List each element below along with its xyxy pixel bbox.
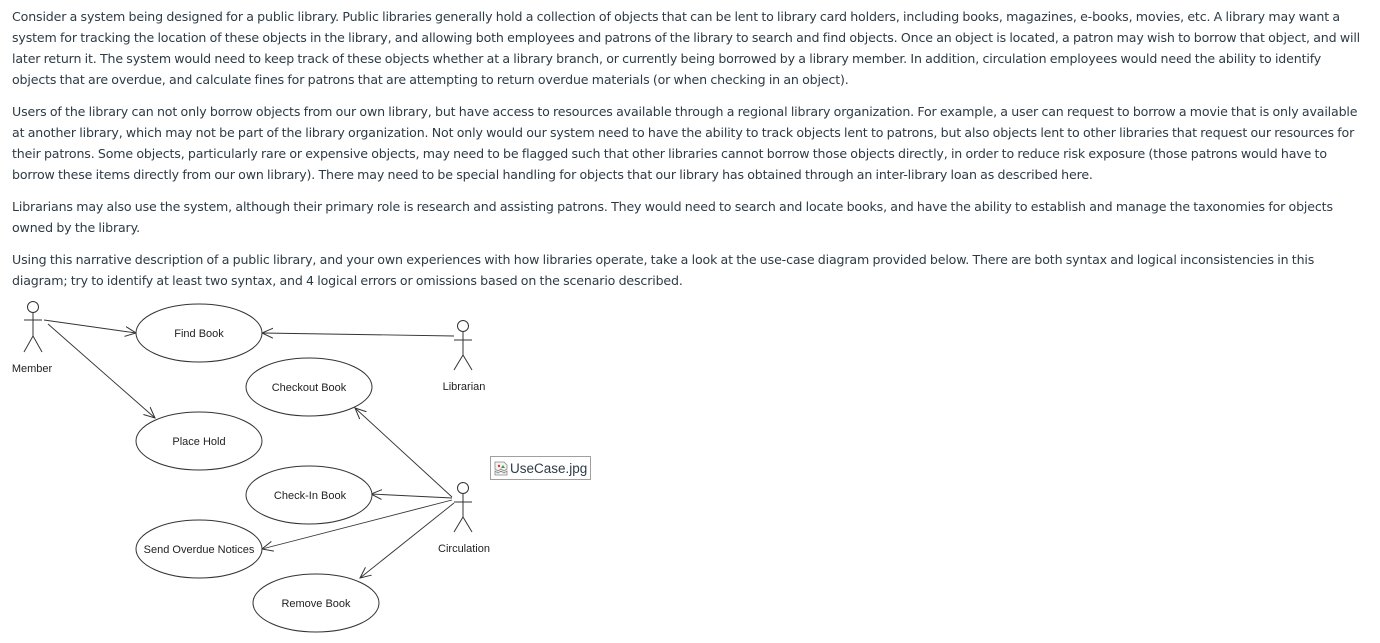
actor-librarian xyxy=(443,321,486,394)
use-case-label-checkout-book: Checkout Book xyxy=(271,382,347,394)
use-case-place-hold xyxy=(136,412,262,470)
use-case-checkout-book xyxy=(246,358,372,416)
narrative-paragraph-4: Using this narrative description of a public library, and your own experiences with how libraries operate, take a look at the use-case diagram provided below. There are both syntax and logical inconsistencies in this diagram; try to identify at least two syntax, and 4 logical errors or omissions based on the scenario described. xyxy=(12,252,1315,288)
use-case-label-send-overdue-notices: Send Overdue Notices xyxy=(143,544,255,556)
use-case-label-place-hold: Place Hold xyxy=(172,436,226,448)
narrative-paragraph-3: Librarians may also use the system, although their primary role is research and assisting patrons. They would need to search and locate books, and have the ability to establish and manage the taxonomies for objects owned by the library. xyxy=(12,199,1333,235)
use-case-label-find-book: Find Book xyxy=(174,328,224,340)
association-circulation-checkout xyxy=(355,408,452,497)
use-case-label-remove-book: Remove Book xyxy=(281,598,351,610)
association-member-find-book xyxy=(44,320,136,333)
use-case-checkin-book xyxy=(246,466,372,524)
actor-label-circulation: Circulation xyxy=(438,543,490,555)
actor-label-librarian: Librarian xyxy=(442,381,486,393)
use-case-find-book xyxy=(136,304,262,362)
actor-member xyxy=(12,302,53,376)
narrative-paragraph-2: Users of the library can not only borrow objects from our own library, but have access to resources available through a regional library organization. For example, a user can request to borrow a movie that is only available at another library, which may not be part of the library organization. Not only would our system need to have the ability to track objects lent to patrons, but also objects lent to other libraries that request our resources for their patrons. Some objects, particularly rare or expensive objects, may need to be flagged such that other libraries cannot borrow those objects directly, in order to reduce risk exposure (those patrons would have to borrow these items directly from our own library). There may need to be special handling for objects that our library has obtained through an inter-library loan as described here. xyxy=(12,104,1358,182)
association-circulation-checkin xyxy=(371,494,452,498)
narrative-paragraph-1: Consider a system being designed for a public library. Public libraries generally hold a collection of objects that can be lent to library card holders, including books, magazines, e-books, movies, etc. A library may want a system for tracking the location of these objects in the library, and allowing both employees and patrons of the library to search and find objects. Once an object is located, a patron may wish to borrow that object, and will later return it. The system would need to keep track of these objects whether at a library branch, or currently being borrowed by a library member. In addition, circulation employees would need the ability to identify objects that are overdue, and calculate fines for patrons that are attempting to return overdue materials (or when checking in an object). xyxy=(12,9,1361,87)
broken-image-usecase[interactable] xyxy=(490,456,591,480)
use-case-label-checkin-book: Check-In Book xyxy=(273,490,347,502)
actor-label-member: Member xyxy=(11,363,53,375)
association-librarian-find-book xyxy=(262,333,454,336)
broken-image-icon xyxy=(494,461,508,476)
broken-image-alt-text: UseCase.jpg xyxy=(510,461,588,476)
use-case-remove-book xyxy=(253,574,379,632)
use-case-send-overdue-notices xyxy=(136,520,262,578)
association-circulation-remove xyxy=(360,503,454,578)
actor-circulation xyxy=(438,483,490,556)
